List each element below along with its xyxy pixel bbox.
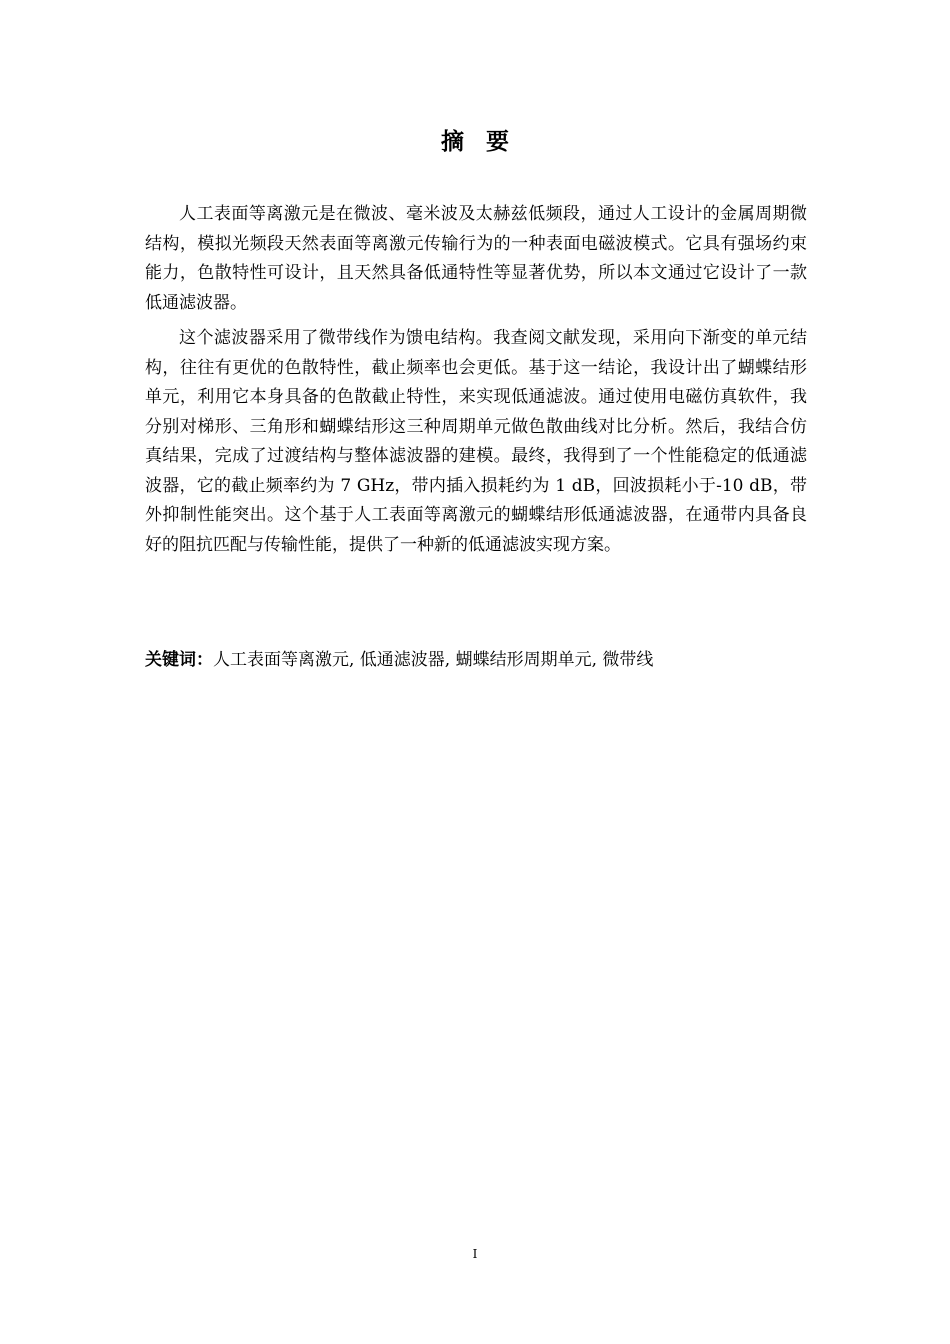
keywords-label: 关键词： xyxy=(145,650,213,670)
abstract-body xyxy=(145,200,807,566)
abstract-title: 摘要 xyxy=(441,129,531,155)
page-number: I xyxy=(472,1247,478,1261)
abstract-paragraph-2: 这个滤波器采用了微带线作为馈电结构。我查阅文献发现，采用向下渐变的单元结构，往往有更优的色散特性，截止频率也会更低。基于这一结论，我设计出了蝴蝶结形单元，利用它本身具备的色散截止特性，来实现低通滤波。通过使用电磁仿真软件，我分别对梯形、三角形和蝴蝶结形这三种周期单元做色散曲线对比分析。然后，我结合仿真结果，完成了过渡结构与整体滤波器的建模。最终，我得到了一个性能稳定的低通滤波器，它的截止频率约为 7 GHz，带内插入损耗约为 1 dB，回波损耗小于-10 dB，带外抑制性能突出。这个基于人工表面等离激元的蝴蝶结形低通滤波器，在通带内具备良好的阻抗匹配与传输性能，提供了一种新的低通滤波实现方案。 xyxy=(145,328,807,555)
keywords-line xyxy=(145,647,807,673)
keywords-text: 人工表面等离激元, 低通滤波器, 蝴蝶结形周期单元, 微带线 xyxy=(213,650,654,670)
abstract-paragraph-1: 人工表面等离激元是在微波、毫米波及太赫兹低频段，通过人工设计的金属周期微结构，模拟光频段天然表面等离激元传输行为的一种表面电磁波模式。它具有强场约束能力，色散特性可设计，且天然具备低通特性等显著优势，所以本文通过它设计了一款低通滤波器。 xyxy=(145,204,807,313)
